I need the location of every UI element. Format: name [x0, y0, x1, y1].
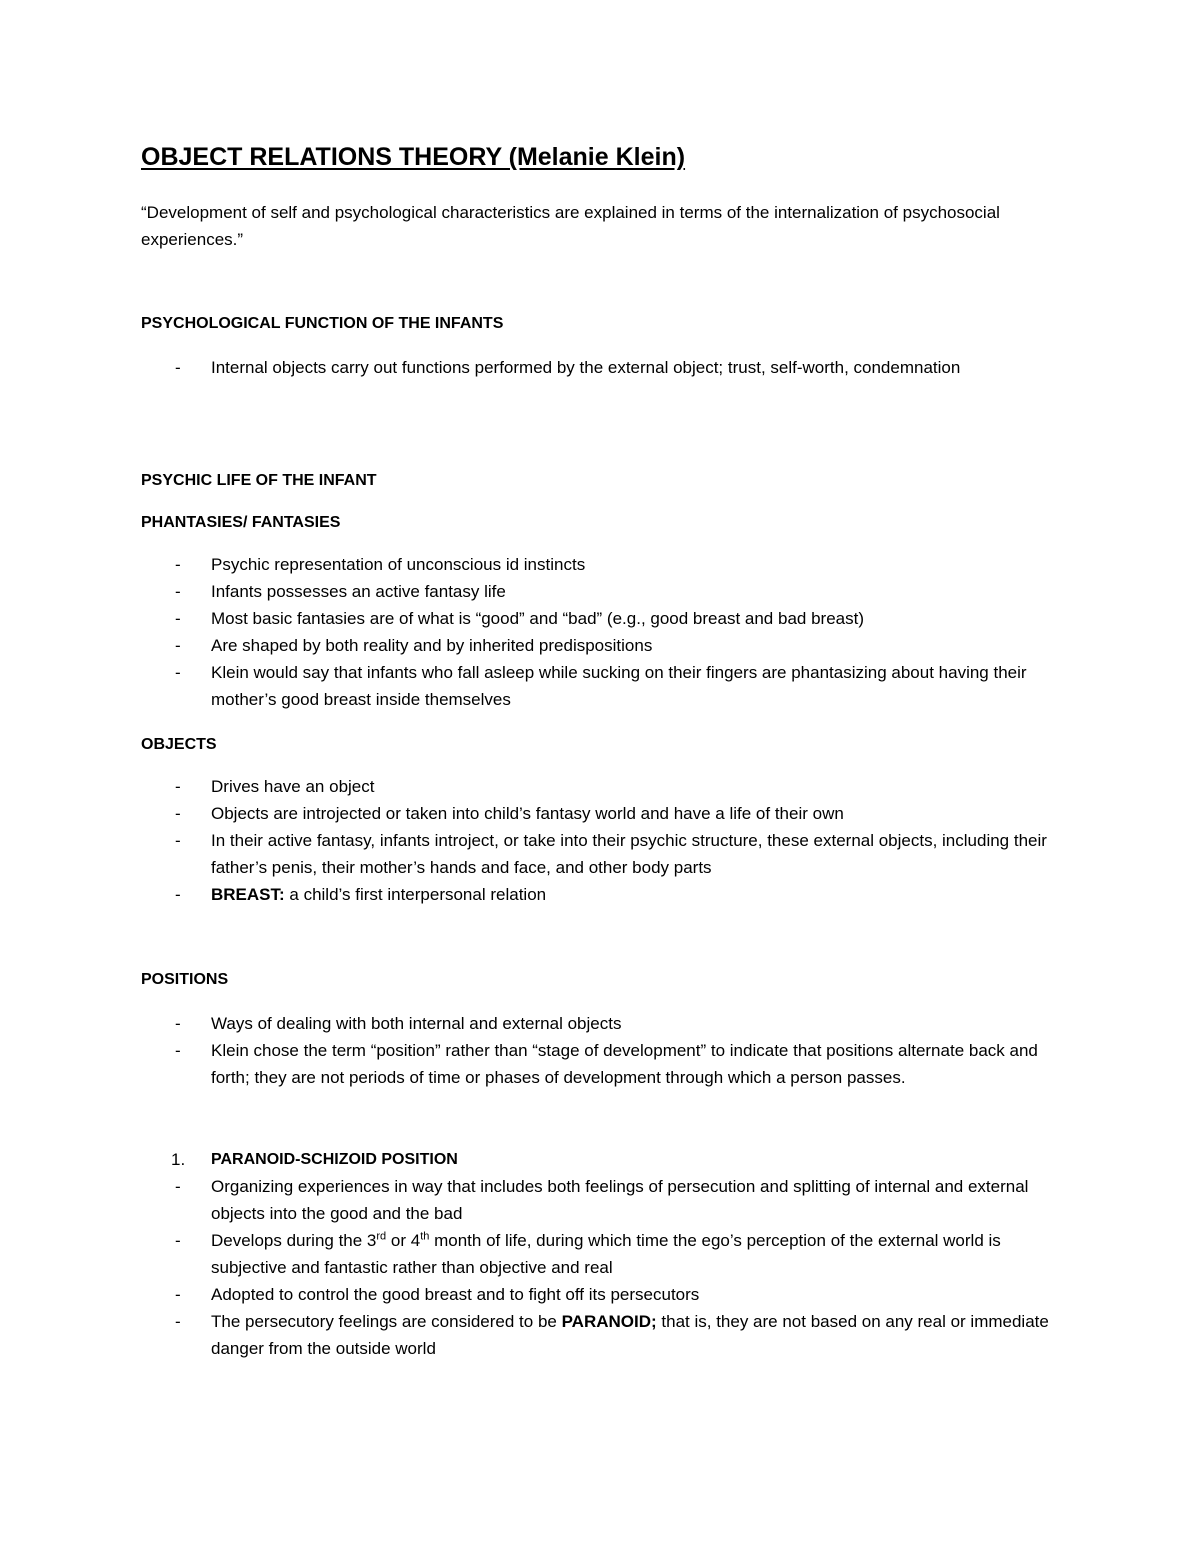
list-item	[141, 659, 1071, 713]
bullet-marker: -	[175, 1177, 181, 1196]
subsection-heading-phantasies: PHANTASIES/ FANTASIES	[141, 514, 341, 531]
list-item-text: Most basic fantasies are of what is “good” and “bad” (e.g., good breast and bad breast)	[211, 609, 864, 628]
list-item	[141, 1227, 1071, 1281]
list-item-text: Psychic representation of unconscious id instincts	[211, 555, 586, 574]
theory-definition-quote: “Development of self and psychological characteristics are explained in terms of the internalization of psychosocial experiences.”	[141, 203, 1000, 249]
section-heading-positions: POSITIONS	[141, 971, 229, 988]
emphasis-paranoid: PARANOID;	[561, 1312, 657, 1331]
breast-definition: a child’s first interpersonal relation	[284, 885, 547, 904]
bullet-marker: -	[175, 831, 181, 850]
text-run: The persecutory feelings are considered to be	[211, 1312, 562, 1331]
list-item-text: Objects are introjected or taken into child’s fantasy world and have a life of their own	[211, 804, 844, 823]
bullet-marker: -	[175, 804, 181, 823]
ordinal-suffix: th	[420, 1230, 430, 1243]
bullet-marker: -	[175, 1014, 181, 1033]
list-item-text: Ways of dealing with both internal and external objects	[211, 1014, 622, 1033]
numbered-heading-paranoid-schizoid	[141, 1146, 1071, 1173]
list-item	[141, 354, 1071, 381]
list-item	[141, 1037, 1071, 1091]
list-item	[141, 1010, 1071, 1037]
list-item-text: Infants possesses an active fantasy life	[211, 582, 506, 601]
bullet-marker: -	[175, 636, 181, 655]
bullet-marker: -	[175, 582, 181, 601]
list-item	[141, 605, 1071, 632]
bullet-marker: -	[175, 663, 181, 682]
text-run: month of life, during which time the ego’s perception of the external world is subjective and fantastic rather than objective and real	[211, 1231, 1001, 1277]
bullet-marker: -	[175, 555, 181, 574]
positions-list	[141, 1010, 1071, 1091]
list-item	[141, 1308, 1071, 1362]
numbered-heading-text: PARANOID-SCHIZOID POSITION	[211, 1151, 458, 1168]
list-item-breast	[141, 881, 1071, 908]
bullet-marker: -	[175, 358, 181, 377]
list-item-text: Klein would say that infants who fall asleep while sucking on their fingers are phantasizing about having their mother’s good breast inside themselves	[211, 663, 1027, 709]
list-item-text: Adopted to control the good breast and to fight off its persecutors	[211, 1285, 700, 1304]
list-item	[141, 827, 1071, 881]
list-item	[141, 1173, 1071, 1227]
list-item-text: Drives have an object	[211, 777, 375, 796]
list-item	[141, 1281, 1071, 1308]
bullet-marker: -	[175, 1231, 181, 1250]
bullet-marker: -	[175, 777, 181, 796]
list-item-text	[211, 1312, 1049, 1358]
list-item	[141, 632, 1071, 659]
list-item-text: Klein chose the term “position” rather than “stage of development” to indicate that positions alternate back and forth; they are not periods of time or phases of development through which a person passes.	[211, 1041, 1038, 1087]
list-item	[141, 800, 1071, 827]
list-item-text	[211, 1231, 1001, 1277]
ordinal-suffix: rd	[376, 1230, 387, 1243]
bullet-marker: -	[175, 1041, 181, 1060]
paranoid-schizoid-section	[141, 1146, 1071, 1362]
list-item-text: Organizing experiences in way that includes both feelings of persecution and splitting of internal and external objects into the good and the bad	[211, 1177, 1029, 1223]
psychological-function-list	[141, 354, 1071, 381]
bullet-marker: -	[175, 1285, 181, 1304]
breast-term: BREAST:	[211, 885, 285, 904]
text-run: Develops during the 3	[211, 1231, 377, 1250]
list-item	[141, 578, 1071, 605]
bullet-marker: -	[175, 609, 181, 628]
bullet-marker: -	[175, 1312, 181, 1331]
document-title: OBJECT RELATIONS THEORY (Melanie Klein)	[141, 143, 686, 171]
list-item-text: In their active fantasy, infants introject, or take into their psychic structure, these external objects, including their father’s penis, their mother’s hands and face, and other body parts	[211, 831, 1047, 877]
list-number: 1.	[171, 1150, 186, 1169]
list-item-text: Are shaped by both reality and by inherited predispositions	[211, 636, 653, 655]
list-item	[141, 551, 1071, 578]
section-heading-psychic-life: PSYCHIC LIFE OF THE INFANT	[141, 472, 377, 489]
subsection-heading-objects: OBJECTS	[141, 736, 217, 753]
text-run: or 4	[386, 1231, 421, 1250]
phantasies-list	[141, 551, 1071, 713]
list-item	[141, 773, 1071, 800]
bullet-marker: -	[175, 885, 181, 904]
text-run: that is, they are not based on any real or immediate danger from the outside world	[211, 1312, 1049, 1358]
objects-list	[141, 773, 1071, 908]
section-heading-psychological-function: PSYCHOLOGICAL FUNCTION OF THE INFANTS	[141, 315, 504, 332]
list-item-text: Internal objects carry out functions performed by the external object; trust, self-worth, condemnation	[211, 358, 961, 377]
